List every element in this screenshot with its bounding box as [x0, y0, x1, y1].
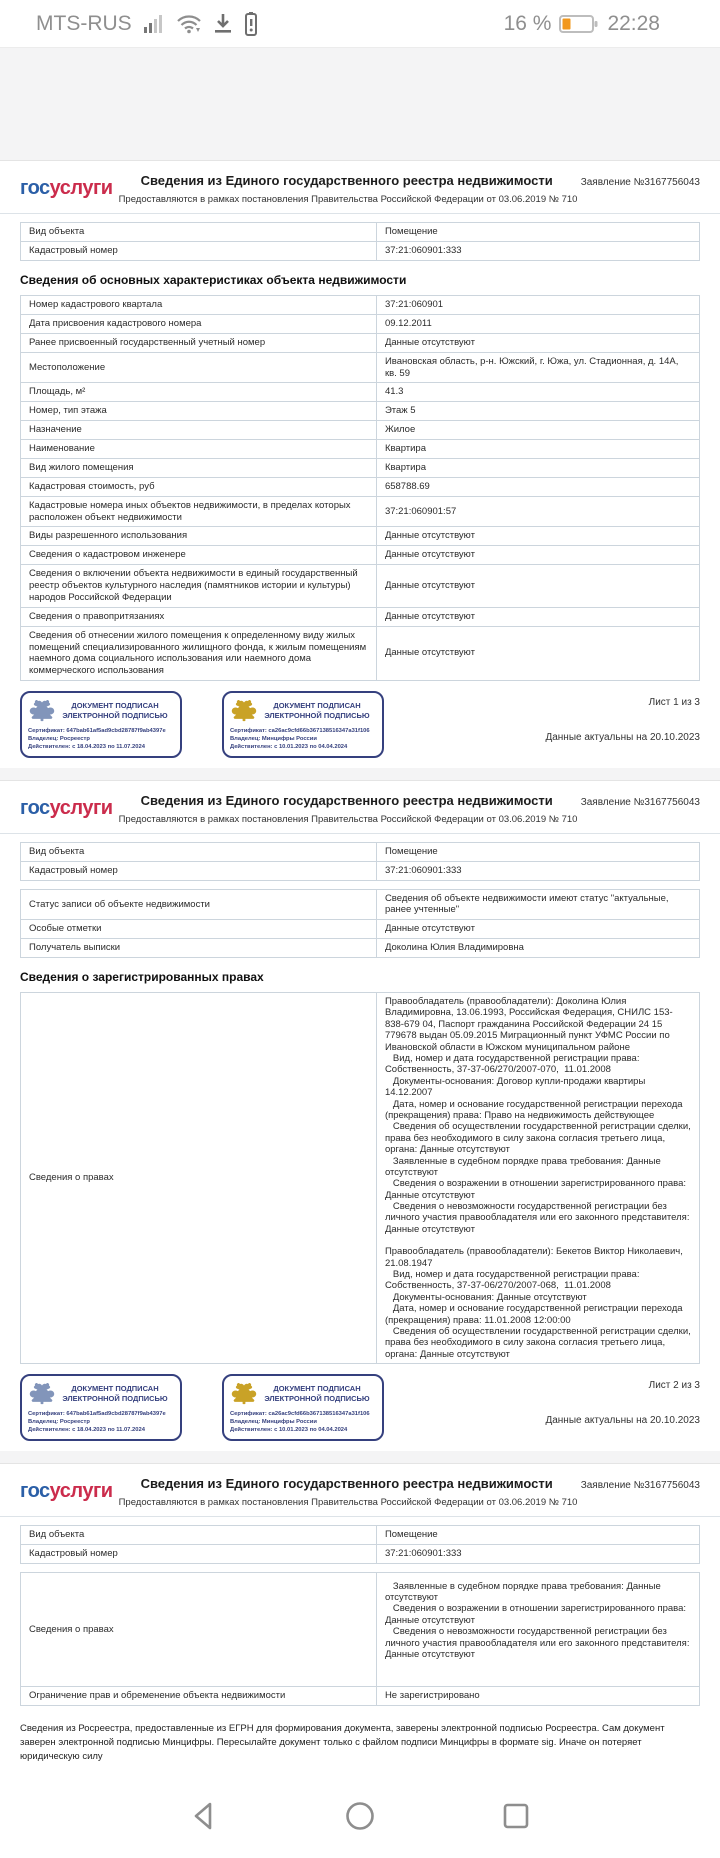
stamp-owner: Владелец: Минцифры России: [230, 735, 317, 742]
table-row: [21, 861, 699, 880]
table-row: [21, 314, 699, 333]
row-value: 37:21:060901:333: [384, 1547, 462, 1559]
logo-part-red: услуги: [49, 796, 113, 819]
application-number: Заявление №3167756043: [580, 1479, 700, 1491]
row-value: Квартира: [384, 443, 426, 454]
stamp-owner: Владелец: Росреестр: [28, 1418, 90, 1425]
application-number: Заявление №3167756043: [580, 177, 700, 188]
rights-paragraph: Сведения о возражении в отношении зарегистрированного права: Данные отсутствуют: [384, 1603, 689, 1626]
table-row: [21, 420, 699, 439]
rights-paragraph: Сведения о невозможности государственной регистрации без личного участия правообладателя или его законного представителя: Данные отсутствуют: [384, 1626, 693, 1660]
row-label: Сведения о кадастровом инженере: [21, 546, 377, 564]
status-bar: [0, 0, 720, 48]
row-value: 37:21:060901:333: [384, 245, 462, 257]
stamp-certificate: Сертификат: 647bab61af5ad9cbd28787f9ab4397e: [28, 1411, 166, 1418]
row-value: Данные отсутствуют: [384, 923, 475, 935]
signature-stamp: [222, 691, 384, 757]
row-label: Назначение: [21, 421, 377, 439]
eagle-emblem-icon: [230, 1380, 258, 1408]
row-value: Сведения об объекте недвижимости имеют статус "актуальные, ранее учтенные": [384, 892, 669, 916]
clock: 22:28: [607, 11, 660, 35]
rights-table: [20, 992, 700, 1364]
data-actual-date: Данные актуальны на 20.10.2023: [545, 732, 700, 744]
row-value: Квартира: [384, 461, 426, 473]
stamp-title: ДОКУМЕНТ ПОДПИСАН ЭЛЕКТРОННОЙ ПОДПИСЬЮ: [264, 701, 370, 721]
viewer-top-gap: [0, 48, 720, 160]
wifi-icon: [176, 12, 202, 36]
battery-icon: [559, 13, 599, 35]
table-row: [21, 545, 699, 564]
row-label: Ограничение прав и обременение объекта недвижимости: [21, 1687, 377, 1705]
row-label: Сведения о правах: [21, 1573, 377, 1687]
row-value: Доколина Юлия Владимировна: [384, 942, 524, 954]
gosuslugi-logo: [20, 173, 113, 200]
row-value: Данные отсутствуют: [384, 580, 475, 591]
row-value: Ивановская область, р-н. Южский, г. Южа, ул. Стадионная, д. 14А, кв. 59: [384, 355, 679, 379]
row-value: 09.12.2011: [384, 317, 432, 329]
logo-part-blue: гос: [20, 177, 50, 199]
row-label: Вид жилого помещения: [21, 459, 377, 477]
table-row: [21, 458, 699, 477]
stamp-validity: Действителен: с 10.01.2023 по 04.04.2024: [230, 1426, 348, 1433]
page-header: [0, 1464, 720, 1517]
doc-footer-note: Сведения из Росреестра, предоставленные из ЕГРН для формирования документа, заверены электронной подписью Росреестра. Сам документ заверен электронной подписью Минцифры. Пересылайте документ только с файлом подписи Минцифры в формате sig. Иначе он потеряет юридическую силу: [20, 1723, 665, 1762]
table-row: [21, 919, 699, 938]
row-value: Данные отсутствуют: [384, 549, 475, 561]
row-label: Вид объекта: [21, 1526, 377, 1544]
eagle-emblem-icon: [230, 697, 258, 725]
row-label: Виды разрешенного использования: [21, 527, 377, 545]
table-row: [21, 496, 699, 527]
row-value: Не зарегистрировано: [384, 1690, 480, 1702]
row-value: 37:21:060901: [384, 299, 444, 310]
object-table: [20, 222, 700, 261]
row-label: Получатель выписки: [21, 939, 377, 957]
stamp-owner: Владелец: Росреестр: [28, 735, 90, 742]
row-value: 37:21:060901:57: [384, 505, 457, 517]
logo-part-red: услуги: [49, 1479, 113, 1502]
row-value: 658788.69: [384, 480, 430, 492]
signature-stamp: [20, 691, 182, 757]
table-row: [21, 333, 699, 352]
row-value: Помещение: [384, 226, 438, 238]
rights-paragraph: Правообладатель (правообладатели): Бекетов Виктор Николаевич, 21.08.1947: [384, 1246, 686, 1269]
stamp-validity: Действителен: с 18.04.2023 по 11.07.2024: [28, 1426, 145, 1433]
row-label: Площадь, м²: [21, 383, 377, 401]
table-row: [21, 223, 699, 241]
sheet-number: Лист 1 из 3: [648, 697, 700, 709]
section-title-characteristics: Сведения об основных характеристиках объекта недвижимости: [20, 273, 407, 287]
row-value: 37:21:060901:333: [384, 864, 462, 876]
row-label: Номер кадастрового квартала: [21, 296, 377, 314]
rights-paragraph: Правообладатель (правообладатели): Доколина Юлия Владимировна, 13.06.1993, Российская Федерация, СНИЛС 153-838-679 04, Паспорт гражданина Российской Федерации 24 15 779678 выдан 05.09.2015 Миграционный пункт УФМС России по Ивановской области в Южском муниципальном районе: [384, 996, 673, 1053]
signature-stamp: [20, 1374, 182, 1440]
back-button[interactable]: [185, 1797, 223, 1835]
row-value: Этаж 5: [384, 405, 416, 417]
logo-part-blue: гос: [20, 796, 50, 819]
logo-part-red: услуги: [49, 177, 113, 199]
row-label: Вид объекта: [21, 223, 377, 241]
sheet-number: Лист 2 из 3: [648, 1380, 700, 1392]
table-row: [21, 241, 699, 260]
logo-part-blue: гос: [20, 1479, 50, 1502]
row-value: 41.3: [384, 386, 404, 398]
row-value: Данные отсутствуют: [384, 610, 475, 622]
gosuslugi-logo: [20, 793, 113, 820]
stamp-certificate: Сертификат: ca26ac9cfd66b367138516347a31f106: [230, 1411, 370, 1418]
table-row: [21, 1526, 699, 1544]
section-title-rights: Сведения о зарегистрированных правах: [20, 970, 264, 985]
battery-alert-icon: [244, 11, 258, 37]
stamp-title: ДОКУМЕНТ ПОДПИСАН ЭЛЕКТРОННОЙ ПОДПИСЬЮ: [62, 1384, 168, 1404]
rights-text: [377, 993, 699, 1363]
object-table: [20, 842, 700, 881]
document-page-1: [0, 160, 720, 768]
home-button[interactable]: [341, 1797, 379, 1835]
row-value: Помещение: [384, 845, 438, 857]
row-label: Сведения о правопритязаниях: [21, 608, 377, 626]
document-page-3: [0, 1463, 720, 1774]
row-value: Данные отсутствуют: [384, 647, 475, 659]
row-label: Номер, тип этажа: [21, 402, 377, 420]
status-table: [20, 889, 700, 959]
table-row: [21, 352, 699, 383]
table-row: [21, 1573, 699, 1687]
table-row: [21, 843, 699, 861]
row-label: Сведения об отнесении жилого помещения к определенному виду жилых помещений специализированного жилищного фонда, к жилым помещениям наемного дома социального использования или наемного дома коммерческого использования: [21, 627, 377, 681]
table-row: [21, 382, 699, 401]
download-icon: [212, 12, 234, 36]
data-actual-date: Данные актуальны на 20.10.2023: [545, 1415, 700, 1427]
stamp-certificate: Сертификат: 647bab61af5ad9cbd28787f9ab4397e: [28, 728, 166, 735]
row-label: Вид объекта: [21, 843, 377, 861]
row-value: Данные отсутствуют: [384, 336, 475, 348]
document-viewer[interactable]: [0, 48, 720, 1774]
carrier-label: MTS-RUS: [36, 11, 132, 35]
rights-paragraph: [385, 1235, 691, 1246]
page-title: Сведения из Единого государственного реестра недвижимости: [140, 173, 553, 188]
signal-strength-icon: [142, 12, 166, 36]
page-subtitle: Предоставляются в рамках постановления Правительства Российской Федерации от 03.06.2019 № 710: [118, 813, 578, 825]
object-table: [20, 1525, 700, 1564]
row-label: Кадастровые номера иных объектов недвижимости, в пределах которых расположен объект недвижимости: [21, 497, 377, 527]
rights-paragraph: Сведения о возражении в отношении зарегистрированного права: Данные отсутствуют: [384, 1178, 689, 1201]
table-row: [21, 401, 699, 420]
rights-paragraph: Дата, номер и основание государственной регистрации перехода (прекращения) права: Право на недвижимость действующее: [384, 1098, 686, 1121]
document-page-2: [0, 780, 720, 1451]
table-row: [21, 477, 699, 496]
table-row: [21, 439, 699, 458]
page-title: Сведения из Единого государственного реестра недвижимости: [140, 1475, 553, 1491]
rights-paragraph: Вид, номер и дата государственной регистрации права: Собственность, 37-37-06/270/2007-068, 11.01.2008: [384, 1269, 643, 1292]
stamp-certificate: Сертификат: ca26ac9cfd66b367138516347a31f106: [230, 728, 370, 735]
row-label: Особые отметки: [21, 920, 377, 938]
page-header: [0, 161, 720, 214]
characteristics-table: [20, 295, 700, 681]
table-row: [21, 526, 699, 545]
page-subtitle: Предоставляются в рамках постановления Правительства Российской Федерации от 03.06.2019 № 710: [118, 194, 578, 206]
android-nav-bar: [0, 1774, 720, 1858]
rights-paragraph: Сведения об осуществлении государственной регистрации сделки, права без необходимого в силу закона согласия третьего лица, органа: Данные отсутствуют: [384, 1326, 694, 1360]
application-number: Заявление №3167756043: [580, 796, 700, 808]
page-subtitle: Предоставляются в рамках постановления Правительства Российской Федерации от 03.06.2019 № 710: [118, 1496, 578, 1508]
battery-percent: 16 %: [503, 11, 552, 35]
row-label: Кадастровый номер: [21, 242, 377, 260]
row-label: Кадастровый номер: [21, 862, 377, 880]
stamp-validity: Действителен: с 18.04.2023 по 11.07.2024: [28, 743, 145, 750]
signature-stamp: [222, 1374, 384, 1440]
rights-text: [377, 1573, 699, 1687]
rights-paragraph: Документы-основания: Договор купли-продажи квартиры 14.12.2007: [384, 1075, 651, 1099]
recents-button[interactable]: [497, 1797, 535, 1835]
row-label: Ранее присвоенный государственный учетный номер: [21, 334, 377, 352]
table-row: [21, 626, 699, 681]
row-value: Помещение: [384, 1528, 438, 1540]
table-row: [21, 1544, 699, 1563]
row-label: Сведения о включении объекта недвижимости в единый государственный реестр объектов культурного наследия (памятников истории и культуры) народов Российской Федерации: [21, 565, 377, 607]
stamp-title: ДОКУМЕНТ ПОДПИСАН ЭЛЕКТРОННОЙ ПОДПИСЬЮ: [62, 701, 168, 721]
stamp-title: ДОКУМЕНТ ПОДПИСАН ЭЛЕКТРОННОЙ ПОДПИСЬЮ: [264, 1384, 370, 1404]
rights-paragraph: Сведения об осуществлении государственной регистрации сделки, права без необходимого в силу закона согласия третьего лица, органа: Данные отсутствуют: [384, 1121, 694, 1156]
rights-paragraph: Документы-основания: Данные отсутствуют: [384, 1291, 587, 1303]
table-row: [21, 890, 699, 920]
table-row: [21, 296, 699, 314]
rights-paragraph: Дата, номер и основание государственной регистрации перехода (прекращения) права: 11.01.2008 12:00:00: [384, 1303, 686, 1326]
table-row: [21, 1686, 699, 1705]
row-label: Наименование: [21, 440, 377, 458]
row-label: Дата присвоения кадастрового номера: [21, 315, 377, 333]
rights-paragraph: Сведения о невозможности государственной регистрации без личного участия правообладателя или его законного представителя: Данные отсутствуют: [384, 1201, 693, 1235]
page-title: Сведения из Единого государственного реестра недвижимости: [140, 792, 553, 808]
stamp-owner: Владелец: Минцифры России: [230, 1418, 317, 1425]
eagle-emblem-icon: [28, 697, 56, 725]
rights-restrictions-table: [20, 1572, 700, 1707]
rights-paragraph: Заявленные в судебном порядке права требования: Данные отсутствуют: [384, 1155, 664, 1178]
gosuslugi-logo: [20, 1476, 113, 1503]
stamps-row: [20, 691, 424, 757]
row-label: Статус записи об объекте недвижимости: [21, 890, 377, 920]
table-row: [21, 564, 699, 607]
rights-paragraph: Вид, номер и дата государственной регистрации права: Собственность, 37-37-06/270/2007-070, 11.01.2008: [384, 1053, 643, 1076]
row-label: Кадастровая стоимость, руб: [21, 478, 377, 496]
page-header: [0, 781, 720, 834]
table-row: [21, 938, 699, 957]
row-label: Сведения о правах: [21, 993, 377, 1363]
stamps-row: [20, 1374, 424, 1440]
row-value: Жилое: [384, 424, 416, 436]
table-row: [21, 993, 699, 1363]
stamp-validity: Действителен: с 10.01.2023 по 04.04.2024: [230, 743, 348, 750]
row-label: Кадастровый номер: [21, 1545, 377, 1563]
row-value: Данные отсутствуют: [384, 530, 475, 542]
rights-paragraph: Заявленные в судебном порядке права требования: Данные отсутствуют: [384, 1580, 664, 1603]
table-row: [21, 607, 699, 626]
row-label: Местоположение: [21, 353, 377, 383]
eagle-emblem-icon: [28, 1380, 56, 1408]
